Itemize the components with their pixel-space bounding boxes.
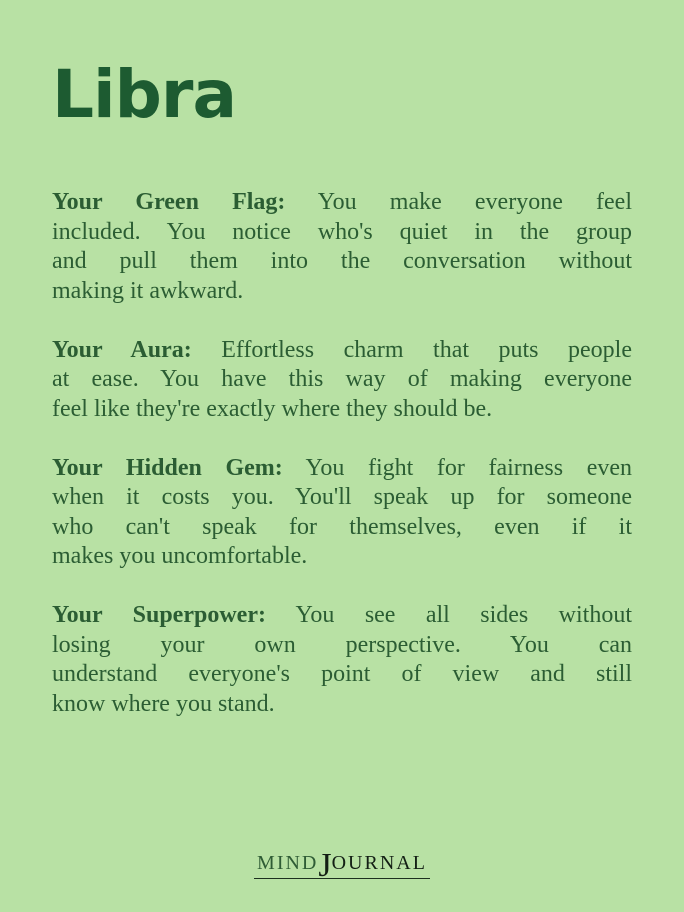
paragraph-line: at ease. You have this way of making everyone <box>52 366 632 392</box>
paragraphs <box>52 188 632 719</box>
paragraph-line: Your Green Flag: You make everyone feel <box>52 189 632 215</box>
paragraph <box>52 454 632 572</box>
paragraph-line: know where you stand. <box>52 690 275 717</box>
paragraph <box>52 188 632 306</box>
paragraph-line: Your Hidden Gem: You fight for fairness even <box>52 454 633 481</box>
paragraph-line: Your Aura: Effortless charm that puts people <box>52 336 632 363</box>
paragraph <box>52 336 632 425</box>
paragraph-line: who can't speak for themselves, even if it <box>52 513 632 540</box>
paragraph-label: Your Green Flag: <box>52 189 286 215</box>
logo-text-mind: MIND <box>257 852 319 874</box>
paragraph-line: Your Superpower: You see all sides without <box>52 602 632 628</box>
paragraph-line: when it costs you. You'll speak up for someone <box>52 484 632 510</box>
paragraph-line: and pull them into the conversation without <box>52 248 632 274</box>
paragraph-line: feel like they're exactly where they should be. <box>52 395 493 422</box>
paragraph-label: Your Superpower: <box>52 602 266 628</box>
paragraph-line: understand everyone's point of view and still <box>52 661 632 687</box>
logo-text-journal-rest: OURNAL <box>331 852 427 874</box>
logo-text-journal-initial: J <box>318 847 332 884</box>
paragraph-line: making it awkward. <box>52 277 244 304</box>
paragraph-line: makes you uncomfortable. <box>52 543 308 569</box>
paragraph-label: Your Hidden Gem: <box>52 454 283 481</box>
paragraph <box>52 601 632 719</box>
paragraph-line: included. You notice who's quiet in the group <box>52 218 632 245</box>
mindjournal-wordmark <box>254 847 430 884</box>
page-title: Libra <box>52 56 237 133</box>
mindjournal-logo <box>0 847 684 884</box>
paragraph-label: Your Aura: <box>52 336 192 363</box>
paragraph-line: losing your own perspective. You can <box>52 631 632 658</box>
